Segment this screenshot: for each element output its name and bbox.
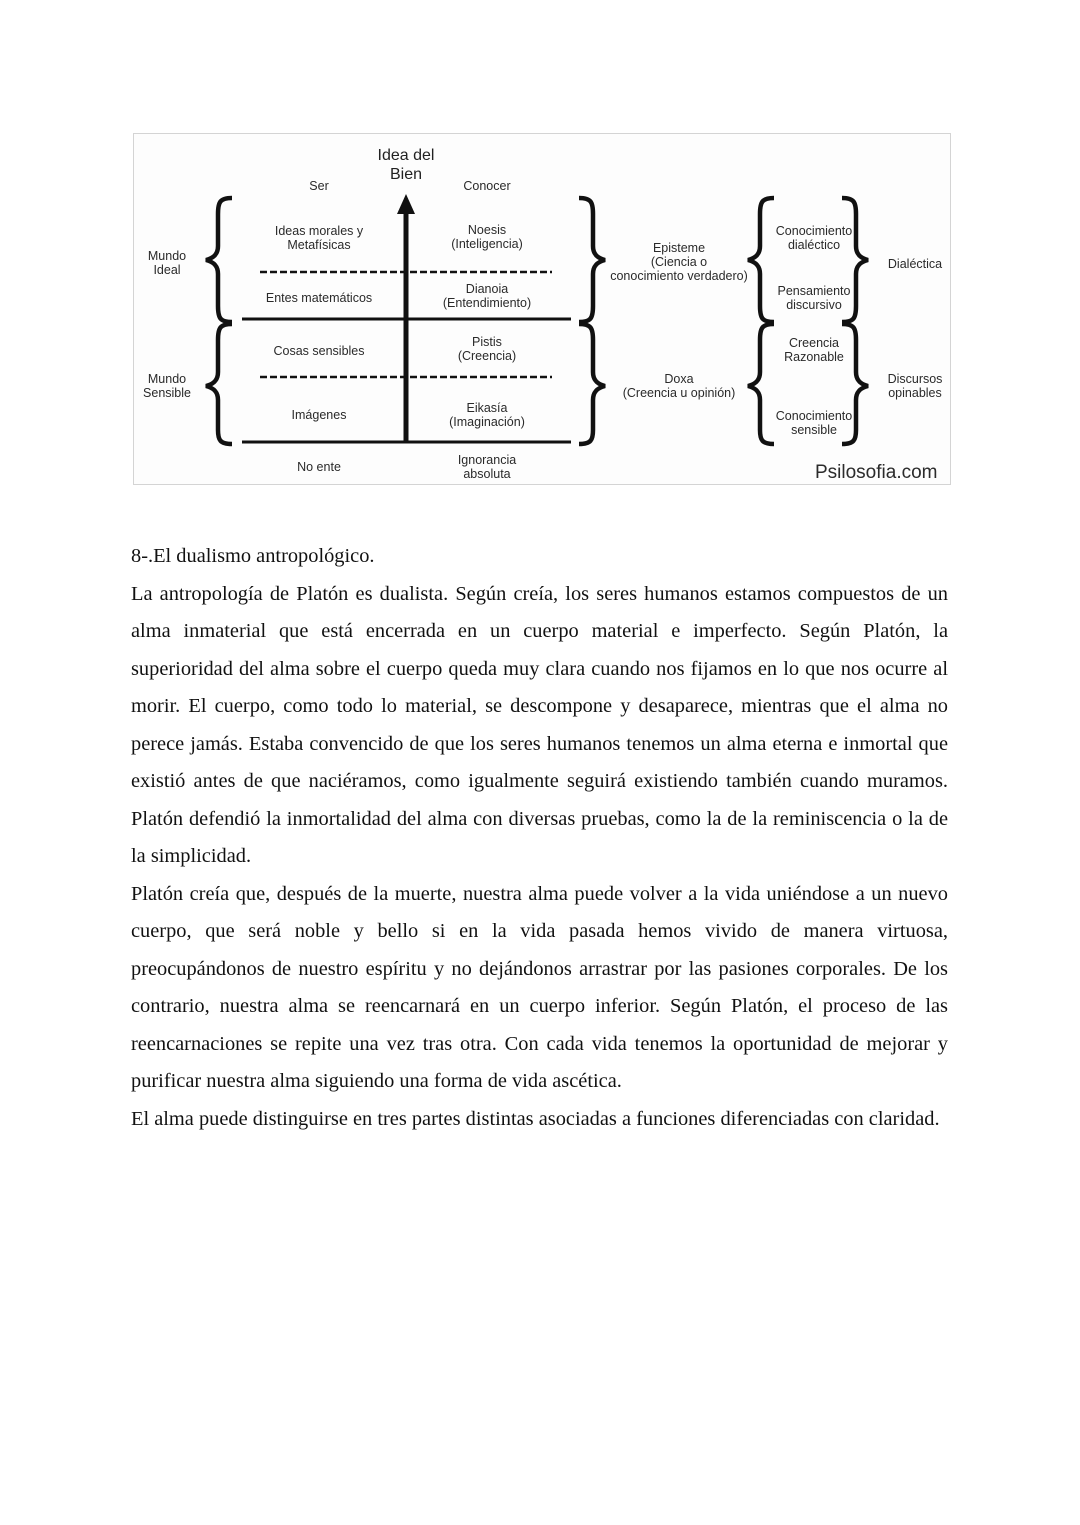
brace-mundo-sensible [206,324,232,444]
episteme-label: Episteme (Ciencia o conocimiento verdadero) [610,241,748,283]
pistis-label: Pistis (Creencia) [457,335,517,363]
creencia-razonable-label: Creencia Razonable [784,336,844,364]
imagenes-label: Imágenes [291,408,347,422]
mundo-ideal-label: Mundo Ideal [147,249,187,277]
conocimiento-dialectico-label: Conocimiento dialéctico [775,224,853,252]
pensamiento-discursivo-label: Pensamiento discursivo [777,284,851,312]
brace-mundo-ideal [206,198,232,322]
paragraph-1: La antropología de Platón es dualista. Según creía, los seres humanos estamos compuestos de un alma inmaterial que está encerrada en un cuerpo material e imperfecto. Según Platón, la superioridad del alma sobre el cuerpo queda muy clara cuando nos fijamos en lo que nos ocurre al morir. El cuerpo, como todo lo material, se descompone y desaparece, mientras que el alma no perece jamás. Estaba convencido de que los seres humanos tenemos un alma eterna e inmortal que existió antes de que naciéramos, como igualmente seguirá existiendo también cuando muramos. Platón defendió la inmortalidad del alma con diversas pruebas, como la de la reminiscencia o la de la simplicidad. [131,582,948,867]
discursos-opinables-label: Discursos opinables [887,372,943,400]
eikasia-label: Eikasía (Imaginación) [449,401,525,429]
ideas-morales-label: Ideas morales y Metafísicas [274,224,364,252]
dialectica-label: Dialéctica [887,257,943,271]
column-ser-label: Ser [309,179,329,193]
section-body [131,538,948,1138]
ignorancia-absoluta-label: Ignorancia absoluta [457,453,517,481]
dianoia-label: Dianoia (Entendimiento) [442,282,532,310]
cosas-sensibles-label: Cosas sensibles [273,344,365,358]
section-heading: 8-.El dualismo antropológico. [131,545,375,567]
paragraph-3: El alma puede distinguirse en tres partes distintas asociadas a funciones diferenciadas con claridad. [131,1107,940,1130]
psilosofia-credit: Psilosofia.com [815,462,938,483]
entes-matematicos-label: Entes matemáticos [265,291,373,305]
no-ente-label: No ente [297,460,341,474]
plato-divided-line-diagram [133,133,951,485]
noesis-label: Noesis (Inteligencia) [451,223,523,251]
conocimiento-sensible-label: Conocimiento sensible [775,409,853,437]
idea-del-bien-label: Idea del Bien [377,147,435,183]
mundo-sensible-label: Mundo Sensible [143,372,191,400]
column-conocer-label: Conocer [463,179,511,193]
doxa-label: Doxa (Creencia u opinión) [622,372,736,400]
paragraph-2: Platón creía que, después de la muerte, nuestra alma puede volver a la vida uniéndose a un nuevo cuerpo, que será noble y bello si en la vida pasada hemos vivido de manera virtuosa, preocupándonos de nuestro espíritu y no dejándonos arrastrar por las pasiones corporales. De los contrario, nuestra alma se reencarnará en un cuerpo inferior. Según Platón, el proceso de las reencarnaciones se repite una vez tras otra. Con cada vida tenemos la oportunidad de mejorar y purificar nuestra alma siguiendo una forma de vida ascética. [131,882,948,1092]
